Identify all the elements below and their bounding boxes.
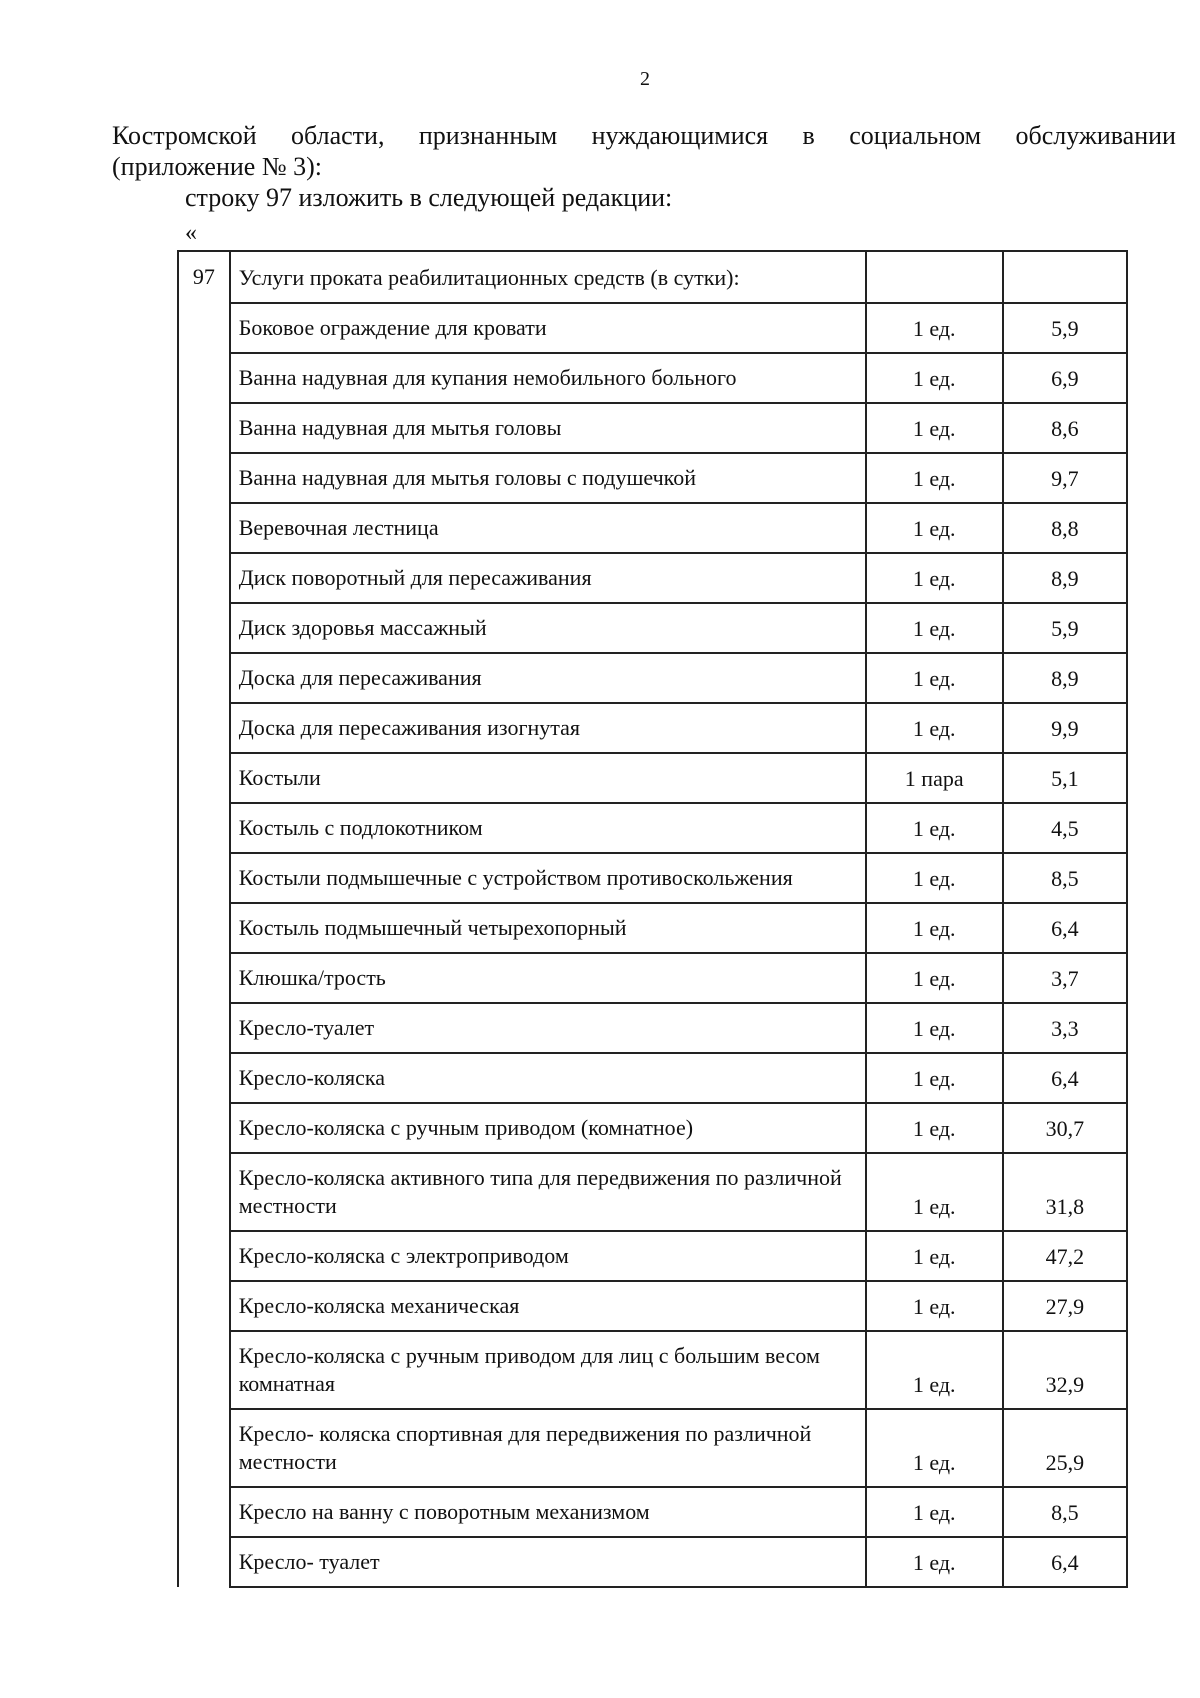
intro-word: в [802,121,815,150]
item-name: Диск поворотный для пересаживания [230,553,866,603]
item-unit: 1 ед. [866,453,1003,503]
table-row [178,1537,1127,1587]
item-unit: 1 ед. [866,903,1003,953]
item-price: 25,9 [1003,1409,1127,1487]
item-name: Костыль с подлокотником [230,803,866,853]
item-name: Ванна надувная для мытья головы с подушечкой [230,453,866,503]
item-name: Кресло-коляска [230,1053,866,1103]
table-row [178,403,1127,453]
item-unit: 1 ед. [866,1231,1003,1281]
item-unit: 1 ед. [866,1537,1003,1587]
table-row [178,303,1127,353]
item-price: 6,9 [1003,353,1127,403]
item-price: 8,5 [1003,853,1127,903]
item-name: Клюшка/трость [230,953,866,1003]
intro-word: признанным [418,121,558,150]
item-unit: 1 пара [866,753,1003,803]
row-number: 97 [178,251,230,1587]
item-unit: 1 ед. [866,653,1003,703]
table-row [178,353,1127,403]
item-price: 27,9 [1003,1281,1127,1331]
item-unit: 1 ед. [866,403,1003,453]
intro-line-1 [112,120,1176,151]
item-name: Кресло-туалет [230,1003,866,1053]
table-row [178,553,1127,603]
table-row [178,1103,1127,1153]
table-row [178,653,1127,703]
item-price: 3,3 [1003,1003,1127,1053]
table-row [178,453,1127,503]
intro-word: области, [291,121,385,150]
price-table [177,250,1128,1588]
item-price: 3,7 [1003,953,1127,1003]
item-unit: 1 ед. [866,1409,1003,1487]
table-row [178,1409,1127,1487]
table-row [178,603,1127,653]
item-price: 32,9 [1003,1331,1127,1409]
item-name: Диск здоровья массажный [230,603,866,653]
item-price: 5,9 [1003,303,1127,353]
item-price: 31,8 [1003,1153,1127,1231]
item-unit: 1 ед. [866,1053,1003,1103]
item-name: Кресло-коляска с электроприводом [230,1231,866,1281]
item-name: Кресло-коляска с ручным приводом (комнатное) [230,1103,866,1153]
item-name: Кресло- туалет [230,1537,866,1587]
item-unit: 1 ед. [866,1153,1003,1231]
item-name: Доска для пересаживания изогнутая [230,703,866,753]
item-unit: 1 ед. [866,1281,1003,1331]
price-cell [1003,251,1127,303]
page-number: 2 [640,68,650,90]
table-row [178,803,1127,853]
item-unit: 1 ед. [866,303,1003,353]
item-price: 8,6 [1003,403,1127,453]
item-unit: 1 ед. [866,1103,1003,1153]
item-unit: 1 ед. [866,1003,1003,1053]
item-name: Кресло-коляска активного типа для передвижения по различной местности [230,1153,866,1231]
table-row [178,753,1127,803]
open-quote: « [185,220,197,246]
item-unit: 1 ед. [866,603,1003,653]
table-row [178,703,1127,753]
item-price: 5,9 [1003,603,1127,653]
table-row [178,1281,1127,1331]
intro-word: Костромской [112,121,257,150]
item-name: Боковое ограждение для кровати [230,303,866,353]
item-price: 6,4 [1003,1053,1127,1103]
table-header-row [178,251,1127,303]
item-name: Кресло-коляска с ручным приводом для лиц с большим весом комнатная [230,1331,866,1409]
item-price: 30,7 [1003,1103,1127,1153]
item-name: Костыли подмышечные с устройством противоскольжения [230,853,866,903]
intro-line-3: строку 97 изложить в следующей редакции: [185,183,673,212]
item-price: 4,5 [1003,803,1127,853]
item-name: Костыли [230,753,866,803]
item-price: 5,1 [1003,753,1127,803]
unit-cell [866,251,1003,303]
table-row [178,1331,1127,1409]
item-name: Ванна надувная для мытья головы [230,403,866,453]
item-price: 9,7 [1003,453,1127,503]
item-price: 8,9 [1003,553,1127,603]
intro-paragraph [112,120,1176,213]
intro-word: нуждающимися [591,121,769,150]
item-unit: 1 ед. [866,1331,1003,1409]
table-row [178,1003,1127,1053]
item-unit: 1 ед. [866,703,1003,753]
item-price: 8,9 [1003,653,1127,703]
service-header: Услуги проката реабилитационных средств (в сутки): [230,251,866,303]
item-name: Ванна надувная для купания немобильного больного [230,353,866,403]
item-price: 47,2 [1003,1231,1127,1281]
table-row [178,503,1127,553]
item-unit: 1 ед. [866,803,1003,853]
item-name: Кресло- коляска спортивная для передвижения по различной местности [230,1409,866,1487]
intro-word: обслуживании [1015,121,1176,150]
item-unit: 1 ед. [866,853,1003,903]
item-name: Кресло-коляска механическая [230,1281,866,1331]
item-price: 6,4 [1003,1537,1127,1587]
table-row [178,1231,1127,1281]
intro-word: социальном [849,121,982,150]
item-unit: 1 ед. [866,553,1003,603]
table-row [178,1053,1127,1103]
item-name: Веревочная лестница [230,503,866,553]
item-price: 6,4 [1003,903,1127,953]
item-price: 8,8 [1003,503,1127,553]
item-unit: 1 ед. [866,503,1003,553]
item-price: 9,9 [1003,703,1127,753]
intro-line-2: (приложение № 3): [112,152,323,181]
table-row [178,1487,1127,1537]
table-row [178,853,1127,903]
item-name: Доска для пересаживания [230,653,866,703]
item-unit: 1 ед. [866,353,1003,403]
table-row [178,1153,1127,1231]
table-row [178,953,1127,1003]
item-unit: 1 ед. [866,1487,1003,1537]
table-row [178,903,1127,953]
item-name: Костыль подмышечный четырехопорный [230,903,866,953]
item-unit: 1 ед. [866,953,1003,1003]
item-name: Кресло на ванну с поворотным механизмом [230,1487,866,1537]
item-price: 8,5 [1003,1487,1127,1537]
